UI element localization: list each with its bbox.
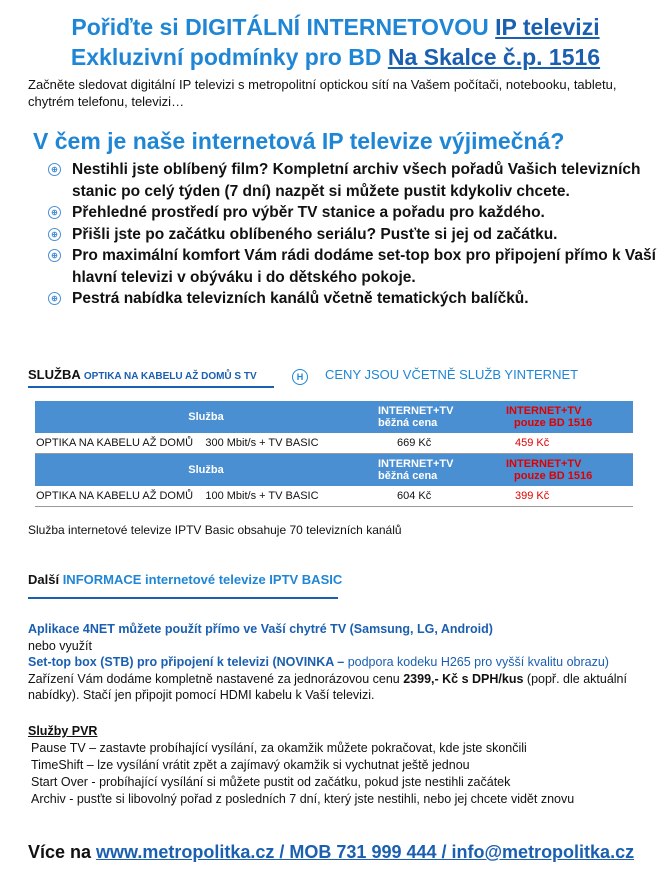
prices-note: CENY JSOU VČETNĚ SLUŽB YINTERNET (325, 367, 579, 382)
section-heading: V čem je naše internetová IP televize výjimečná? (33, 128, 565, 154)
stb-line: Set-top box (STB) pro připojení k televizi (NOVINKA – podpora kodeku H265 pro vyšší kvalitu obrazu) (28, 655, 609, 669)
bullet-text: Pro maximální komfort Vám rádi dodáme set-top box pro připojení přímo k Vaší hlavní televizi v obýváku i do dětského pokoje. (72, 247, 656, 286)
bullet-icon: ⊕ (48, 249, 61, 262)
footer (28, 842, 634, 863)
features-list (48, 159, 658, 310)
bullet-icon: ⊕ (48, 163, 61, 176)
title-text: Pořiďte si DIGITÁLNÍ INTERNETOVOU (71, 14, 496, 40)
list-item (48, 288, 658, 310)
or-line: nebo využít (28, 638, 92, 653)
divider (28, 386, 274, 388)
table-row (35, 433, 633, 454)
list-item: Start Over - probíhající vysílání si můžete pustit od začátku, pokud jste nestihli začátek (31, 775, 511, 789)
service-title-sub: OPTIKA NA KABELU AŽ DOMŮ S TV (83, 371, 257, 382)
list-item (48, 202, 658, 224)
channels-note: Služba internetové televize IPTV Basic obsahuje 70 televizních kanálů (28, 523, 402, 537)
app-line: Aplikace 4NET můžete použít přímo ve Vaší chytré TV (Samsung, LG, Android) (28, 622, 493, 636)
bullet-text: Přehledné prostředí pro výběr TV stanice a pořadu pro každého. (72, 204, 545, 221)
page-title-line-1 (0, 14, 671, 41)
header-service: Služba (35, 401, 377, 433)
title-link-ip-tv[interactable]: IP televizi (495, 14, 600, 40)
list-item (48, 224, 658, 246)
row-service: OPTIKA NA KABELU AŽ DOMŮ 100 Mbit/s + TV BASIC (35, 486, 377, 507)
list-item (48, 245, 658, 288)
row-special-price: 399 Kč (505, 486, 633, 507)
footer-contact-link[interactable]: www.metropolitka.cz / MOB 731 999 444 / info@metropolitka.cz (96, 842, 635, 862)
footer-prefix: Více na (28, 842, 97, 862)
bullet-icon: ⊕ (48, 292, 61, 305)
bullet-icon: ⊕ (48, 228, 61, 241)
header-service: Služba (35, 454, 377, 487)
info-heading: Další INFORMACE internetové televize IPTV BASIC (28, 572, 343, 587)
bullet-text: Nestihli jste oblíbený film? Kompletní archiv všech pořadů Vašich televizních stanic po celý týden (7 dní) nazpět si můžete pustit kdykoliv chcete. (72, 161, 641, 200)
header-regular: INTERNET+TV běžná cena (377, 401, 505, 433)
bullet-text: Pestrá nabídka televizních kanálů včetně tematických balíčků. (72, 290, 529, 307)
info-body (28, 621, 663, 704)
logo-icon: H (292, 369, 308, 385)
table-row (35, 486, 633, 507)
table-header (35, 401, 633, 433)
bullet-text: Přišli jste po začátku oblíbeného seriálu? Pusťte si jej od začátku. (72, 225, 558, 243)
service-title-main: SLUŽBA (28, 367, 81, 382)
row-service: OPTIKA NA KABELU AŽ DOMŮ 300 Mbit/s + TV BASIC (35, 433, 377, 454)
page-title-line-2 (0, 44, 671, 71)
list-item: Pause TV – zastavte probíhající vysílání, za okamžik můžete pokračovat, kde jste skončili (31, 741, 527, 755)
bullet-icon: ⊕ (48, 206, 61, 219)
title-text: Exkluzivní podmínky pro BD (70, 44, 388, 70)
divider (28, 597, 338, 599)
row-price: 604 Kč (377, 486, 505, 507)
title-link-address[interactable]: Na Skalce č.p. 1516 (387, 44, 601, 70)
pvr-heading: Služby PVR (28, 724, 98, 738)
pvr-section (28, 723, 658, 808)
header-special: INTERNET+TV pouze BD 1516 (505, 401, 633, 433)
service-title (28, 367, 257, 382)
price-table (35, 401, 633, 507)
table-header (35, 454, 633, 487)
list-item (48, 159, 658, 202)
list-item: TimeShift – lze vysílání vrátit zpět a zajímavý okamžik si vychutnat ještě jednou (31, 758, 470, 772)
intro-paragraph: Začněte sledovat digitální IP televizi s metropolitní optickou sítí na Vašem počítači, notebooku, tabletu, chytrém telefonu, televizi… (28, 77, 617, 109)
device-text: Zařízení Vám dodáme kompletně nastavené za jednorázovou cenu 2399,- Kč s DPH/kus (popř. dle aktuální nabídky). Stačí jen připojit pomocí HDMI kabelu k Vaší televizi. (28, 671, 627, 702)
row-special-price: 459 Kč (505, 433, 633, 454)
row-price: 669 Kč (377, 433, 505, 454)
header-special: INTERNET+TV pouze BD 1516 (505, 454, 633, 487)
header-regular: INTERNET+TV běžná cena (377, 454, 505, 487)
list-item: Archiv - pusťte si libovolný pořad z posledních 7 dní, který jste nestihli, nebo jej chcete vidět znovu (31, 792, 575, 806)
